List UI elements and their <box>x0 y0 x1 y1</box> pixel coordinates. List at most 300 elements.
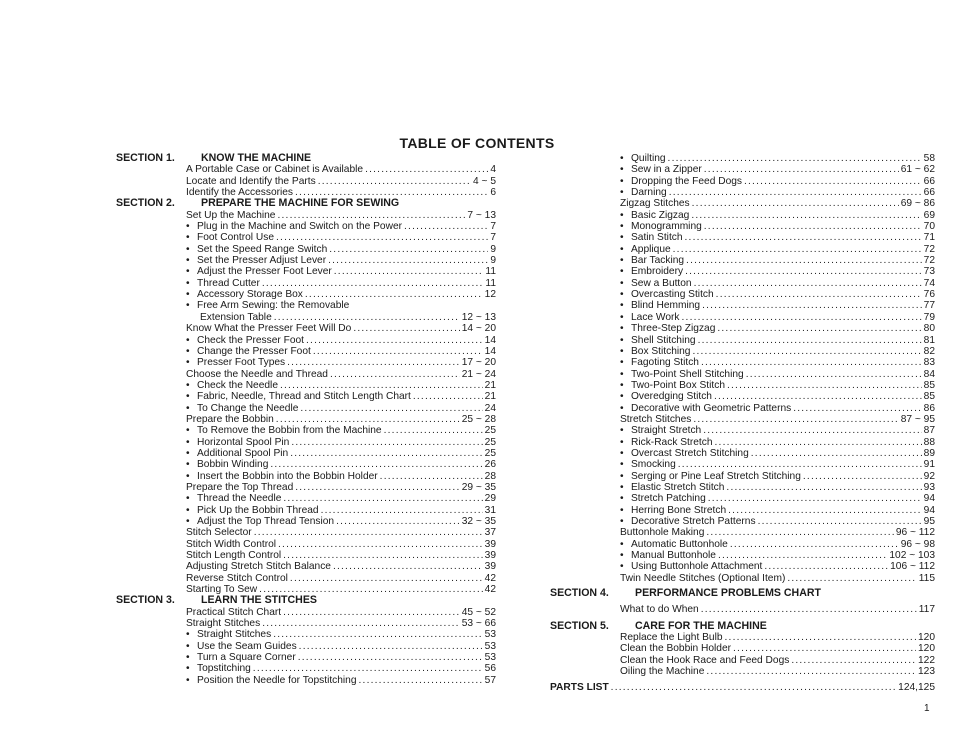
entry-title <box>186 255 326 266</box>
entry-text: Straight Stitches <box>197 629 272 641</box>
toc-entry-row <box>620 244 935 255</box>
entry-page: 85 <box>923 391 935 403</box>
toc-entry-row <box>620 187 935 198</box>
entry-text: Position the Needle for Topstitching <box>197 674 357 686</box>
bullet-icon: • <box>620 550 624 562</box>
dot-leader <box>283 550 483 561</box>
toc-entry-row <box>620 437 935 448</box>
toc-entry <box>550 527 935 538</box>
entry-page: 122 <box>918 654 935 666</box>
entry-title <box>620 666 704 677</box>
dot-leader <box>668 153 922 164</box>
toc-entry-row <box>186 289 496 300</box>
dot-leader <box>321 505 483 516</box>
dot-leader <box>270 459 482 470</box>
dot-leader <box>694 278 922 289</box>
toc-entry-row <box>186 403 496 414</box>
toc-entry-row <box>620 448 935 459</box>
entry-text: Decorative with Geometric Patterns <box>631 402 792 414</box>
dot-leader <box>253 663 483 674</box>
toc-entry-row <box>620 335 935 346</box>
entry-page: 7 ~ 13 <box>467 209 496 221</box>
bullet-icon: • <box>620 153 624 164</box>
entry-title <box>620 278 692 289</box>
toc-entry <box>550 516 935 527</box>
toc-entry-row <box>186 573 496 584</box>
bullet-icon: • <box>620 357 624 369</box>
entry-text: Elastic Stretch Stitch <box>631 481 725 493</box>
entry-page: 79 <box>923 311 935 323</box>
bullet-icon: • <box>620 425 624 437</box>
entry-text: Replace the Light Bulb <box>620 632 723 644</box>
dot-leader <box>706 666 916 677</box>
toc-entry-row <box>186 505 496 516</box>
dot-leader <box>751 448 922 459</box>
toc-entry-row <box>620 278 935 289</box>
dot-leader <box>380 471 483 482</box>
entry-page: 53 ~ 66 <box>461 618 496 630</box>
entry-text: Two-Point Box Stitch <box>631 379 725 391</box>
toc-entry-row <box>186 414 496 425</box>
toc-entry <box>550 643 935 654</box>
entry-title <box>186 289 303 300</box>
toc-entry-row <box>620 527 935 538</box>
toc-entry-row <box>620 459 935 470</box>
bullet-icon: • <box>186 402 190 414</box>
dot-leader <box>277 210 465 221</box>
dot-leader <box>703 425 921 436</box>
toc-entry <box>550 448 935 459</box>
toc-entry-row <box>186 425 496 436</box>
toc-entry-row <box>620 391 935 402</box>
toc-entry-row <box>620 414 935 425</box>
toc-entry <box>116 516 496 527</box>
toc-entry <box>550 459 935 470</box>
toc-entry <box>116 618 496 629</box>
bullet-icon: • <box>186 232 190 244</box>
bullet-icon: • <box>620 493 624 505</box>
toc-entry <box>550 153 935 164</box>
entry-text: Thread the Needle <box>197 493 282 505</box>
toc-entry-row <box>620 493 935 504</box>
entry-page: 21 <box>484 391 496 403</box>
dot-leader <box>746 369 922 380</box>
entry-title <box>186 210 275 221</box>
toc-entry-row <box>186 550 496 561</box>
entry-text: Serging or Pine Leaf Stretch Stitching <box>631 470 801 482</box>
entry-title <box>186 391 411 402</box>
dot-leader <box>701 357 922 368</box>
toc-entry <box>116 539 496 550</box>
section-title: PREPARE THE MACHINE FOR SEWING <box>201 197 400 210</box>
dot-leader <box>313 346 483 357</box>
bullet-icon: • <box>620 323 624 335</box>
toc-entry-row <box>186 346 496 357</box>
toc-entry-row <box>186 607 496 618</box>
dot-leader <box>702 300 922 311</box>
entry-text: Stitch Width Control <box>186 538 277 550</box>
entry-title <box>620 391 712 402</box>
toc-entry <box>550 403 935 414</box>
entry-page: 94 <box>923 504 935 516</box>
bullet-icon: • <box>186 674 190 686</box>
toc-entry-row <box>620 255 935 266</box>
toc-entry <box>116 482 496 493</box>
toc-entry-row <box>620 655 935 666</box>
toc-entry-row <box>620 550 935 561</box>
toc-entry <box>550 176 935 187</box>
entry-text: Using Buttonhole Attachment <box>631 561 763 573</box>
toc-entry <box>116 448 496 459</box>
toc-entry <box>550 369 935 380</box>
toc-entry <box>550 655 935 666</box>
dot-leader <box>330 369 460 380</box>
bullet-icon: • <box>186 663 190 675</box>
dot-leader <box>691 210 921 221</box>
bullet-icon: • <box>620 447 624 459</box>
entry-page: 32 ~ 35 <box>461 516 496 527</box>
toc-entry-row <box>186 539 496 550</box>
toc-entry-row <box>620 573 935 584</box>
entry-title <box>186 471 378 482</box>
bullet-icon: • <box>186 255 190 267</box>
dot-leader <box>733 643 916 654</box>
section-number: SECTION 4. <box>550 587 609 600</box>
toc-entry <box>550 300 935 311</box>
entry-title <box>620 505 726 516</box>
dot-leader <box>692 346 921 357</box>
dot-leader <box>727 380 922 391</box>
toc-right-column <box>550 153 935 694</box>
bullet-icon: • <box>620 334 624 346</box>
toc-entry <box>550 289 935 300</box>
entry-title <box>620 369 744 380</box>
entry-title <box>186 618 260 629</box>
entry-text: Lace Work <box>631 311 680 323</box>
entry-text: Presser Foot Types <box>197 357 286 369</box>
bullet-icon: • <box>620 379 624 391</box>
toc-entry <box>116 244 496 255</box>
entry-title <box>186 425 382 436</box>
entry-title <box>620 380 725 391</box>
entry-page: 37 <box>484 527 496 539</box>
toc-entry <box>550 323 935 334</box>
dot-leader <box>693 414 898 425</box>
bullet-icon: • <box>186 221 190 233</box>
dot-leader <box>730 539 899 550</box>
entry-page: 53 <box>484 629 496 641</box>
toc-entry-row <box>186 675 496 686</box>
dot-leader <box>803 471 922 482</box>
toc-entry-row <box>186 663 496 674</box>
bullet-icon: • <box>186 459 190 471</box>
entry-text: Decorative Stretch Patterns <box>631 516 756 527</box>
entry-page: 120 <box>918 632 935 644</box>
entry-text: Shell Stitching <box>631 334 696 346</box>
entry-page: 61 ~ 62 <box>900 164 935 176</box>
bullet-icon: • <box>620 391 624 403</box>
entry-title <box>620 425 701 436</box>
entry-title <box>620 482 724 493</box>
toc-entry <box>550 232 935 243</box>
entry-title <box>186 493 281 504</box>
entry-text: Pick Up the Bobbin Thread <box>197 504 319 516</box>
toc-entry <box>116 414 496 425</box>
toc-entry-row <box>186 255 496 266</box>
entry-text: Overcasting Stitch <box>631 289 714 301</box>
bullet-icon: • <box>620 266 624 278</box>
entry-page: 21 ~ 24 <box>461 368 496 380</box>
entry-title <box>620 335 696 346</box>
toc-entry-row <box>186 221 496 232</box>
bullet-icon: • <box>620 311 624 323</box>
bullet-icon: • <box>186 289 190 301</box>
entry-title <box>620 357 699 368</box>
entry-title <box>186 527 252 538</box>
bullet-icon: • <box>186 345 190 357</box>
entry-text: Set the Presser Adjust Lever <box>197 255 327 267</box>
toc-entry-row <box>620 289 935 300</box>
entry-title <box>620 573 785 584</box>
toc-entry-row <box>186 391 496 402</box>
toc-entry-row <box>186 232 496 243</box>
bullet-icon: • <box>620 289 624 301</box>
toc-entry <box>116 437 496 448</box>
entry-page: 85 <box>923 379 935 391</box>
entry-text: Locate and Identify the Parts <box>186 175 316 187</box>
bullet-icon: • <box>186 436 190 448</box>
toc-section-heading <box>550 588 935 599</box>
entry-page: 92 <box>923 470 935 482</box>
dot-leader <box>262 618 460 629</box>
bullet-icon: • <box>186 470 190 482</box>
entry-text: Turn a Square Corner <box>197 652 296 664</box>
bullet-icon: • <box>620 277 624 289</box>
entry-title <box>186 448 288 459</box>
entry-page: 91 <box>923 459 935 471</box>
entry-title <box>186 323 351 334</box>
dot-leader <box>685 266 922 277</box>
entry-title <box>186 300 349 311</box>
bullet-icon: • <box>186 357 190 369</box>
bullet-icon: • <box>186 334 190 346</box>
toc-entry-row <box>186 278 496 289</box>
toc-entry-row <box>620 516 935 527</box>
entry-text: Monogramming <box>631 221 702 233</box>
entry-text: A Portable Case or Cabinet is Available <box>186 164 364 176</box>
toc-entry <box>550 632 935 643</box>
toc-entry <box>550 380 935 391</box>
entry-title <box>186 663 251 674</box>
entry-text: To Remove the Bobbin from the Machine <box>197 425 382 437</box>
dot-leader <box>404 221 488 232</box>
toc-entry-row <box>620 300 935 311</box>
entry-page: 115 <box>918 572 935 584</box>
dot-leader <box>333 561 483 572</box>
entry-title <box>200 312 272 323</box>
entry-text: Horizontal Spool Pin <box>197 436 290 448</box>
dot-leader <box>291 437 482 448</box>
bullet-icon: • <box>186 493 190 505</box>
dot-leader <box>758 516 922 527</box>
toc-entry <box>116 550 496 561</box>
entry-title <box>620 643 731 654</box>
bullet-icon: • <box>620 300 624 312</box>
dot-leader <box>336 516 460 527</box>
entry-title <box>186 346 311 357</box>
entry-page: 74 <box>923 277 935 289</box>
section-title: LEARN THE STITCHES <box>201 594 317 607</box>
entry-title <box>186 607 281 618</box>
entry-page: 66 <box>923 175 935 187</box>
toc-entry <box>116 471 496 482</box>
toc-entry <box>550 164 935 175</box>
dot-leader <box>353 323 459 334</box>
bullet-icon: • <box>620 436 624 448</box>
bullet-icon: • <box>186 391 190 403</box>
toc-entry <box>550 482 935 493</box>
toc-entry-row <box>620 232 935 243</box>
toc-entry <box>550 244 935 255</box>
entry-text: Embroidery <box>631 266 684 278</box>
section-number: SECTION 2. <box>116 197 175 210</box>
toc-entry <box>550 539 935 550</box>
toc-entry-row <box>620 164 935 175</box>
dot-leader <box>673 244 922 255</box>
entry-page: 72 <box>923 255 935 267</box>
entry-title <box>550 682 609 693</box>
toc-entry-row <box>186 493 496 504</box>
entry-text: Sew a Button <box>631 277 692 289</box>
entry-text: Stretch Patching <box>631 493 706 505</box>
bullet-icon: • <box>186 425 190 437</box>
entry-title <box>186 357 285 368</box>
entry-page: 29 ~ 35 <box>461 481 496 493</box>
toc-entry <box>116 425 496 436</box>
bullet-icon: • <box>620 402 624 414</box>
bullet-icon: • <box>186 629 190 641</box>
entry-text: Dropping the Feed Dogs <box>631 175 742 187</box>
entry-page: 94 <box>923 493 935 505</box>
toc-entry <box>550 357 935 368</box>
dot-leader <box>278 539 483 550</box>
dot-leader <box>274 312 460 323</box>
toc-entry <box>550 437 935 448</box>
toc-entry <box>116 493 496 504</box>
entry-page: 39 <box>484 561 496 573</box>
toc-entry-row <box>620 380 935 391</box>
dot-leader <box>726 482 921 493</box>
toc-entry <box>550 255 935 266</box>
dot-leader <box>686 255 922 266</box>
dot-leader <box>283 493 482 504</box>
entry-title <box>186 550 281 561</box>
section-title: KNOW THE MACHINE <box>201 152 312 164</box>
entry-page: 39 <box>484 550 496 562</box>
entry-page: 72 <box>923 243 935 255</box>
dot-leader <box>793 403 921 414</box>
section-title: CARE FOR THE MACHINE <box>635 619 767 632</box>
entry-text: Zigzag Stitches <box>620 198 690 210</box>
dot-leader <box>725 632 916 643</box>
toc-entry <box>550 210 935 221</box>
entry-page: 26 <box>484 459 496 471</box>
dot-leader <box>290 573 483 584</box>
entry-page: 82 <box>923 345 935 357</box>
bullet-icon: • <box>620 221 624 233</box>
entry-page: 25 <box>484 425 496 437</box>
toc-section-heading <box>116 198 496 209</box>
entry-text: Free Arm Sewing: the Removable <box>197 300 350 312</box>
toc-entry-row <box>620 210 935 221</box>
entry-page: 69 ~ 86 <box>900 198 935 210</box>
dot-leader <box>298 652 483 663</box>
toc-entry <box>550 505 935 516</box>
dot-leader <box>716 289 922 300</box>
toc-entry <box>116 312 496 323</box>
entry-page: 70 <box>923 221 935 233</box>
entry-text: Clean the Hook Race and Feed Dogs <box>620 654 790 666</box>
dot-leader <box>682 312 922 323</box>
dot-leader <box>715 437 922 448</box>
entry-page: 89 <box>923 447 935 459</box>
entry-page: 42 <box>484 572 496 584</box>
dot-leader <box>276 414 460 425</box>
toc-entry <box>116 652 496 663</box>
bullet-icon: • <box>186 447 190 459</box>
entry-page: 124,125 <box>898 682 935 694</box>
toc-entry <box>550 187 935 198</box>
entry-title <box>620 655 789 666</box>
toc-entry-row <box>620 176 935 187</box>
entry-page: 87 ~ 95 <box>900 413 935 425</box>
entry-text: Quilting <box>631 153 666 164</box>
toc-entry-row <box>620 482 935 493</box>
toc-entry <box>116 629 496 640</box>
toc-entry-row <box>620 266 935 277</box>
toc-entry <box>116 527 496 538</box>
toc-entry-row <box>620 403 935 414</box>
entry-page: 7 <box>490 221 496 233</box>
dot-leader <box>714 391 922 402</box>
entry-text: Prepare the Bobbin <box>186 413 274 425</box>
entry-title <box>620 604 699 615</box>
toc-entry <box>116 289 496 300</box>
dot-leader <box>273 629 482 640</box>
toc-entry <box>116 300 496 311</box>
bullet-icon: • <box>620 345 624 357</box>
toc-entry-row <box>186 266 496 277</box>
entry-page: 77 <box>923 300 935 312</box>
entry-text: What to do When <box>620 604 699 616</box>
toc-entry-row <box>620 357 935 368</box>
entry-text: Fabric, Needle, Thread and Stitch Length Chart <box>197 391 411 403</box>
dot-leader <box>708 493 922 504</box>
toc-entry-row <box>186 335 496 346</box>
toc-entry-row <box>186 516 496 527</box>
entry-title <box>186 164 363 175</box>
entry-page: 31 <box>484 504 496 516</box>
toc-entry-row <box>620 369 935 380</box>
bullet-icon: • <box>620 368 624 380</box>
entry-title <box>620 527 704 538</box>
dot-leader <box>300 403 482 414</box>
entry-page: 88 <box>923 436 935 448</box>
entry-text: Extension Table <box>200 311 272 323</box>
toc-section-heading <box>116 595 496 606</box>
entry-title <box>620 221 702 232</box>
entry-text: Overedging Stitch <box>631 391 712 403</box>
